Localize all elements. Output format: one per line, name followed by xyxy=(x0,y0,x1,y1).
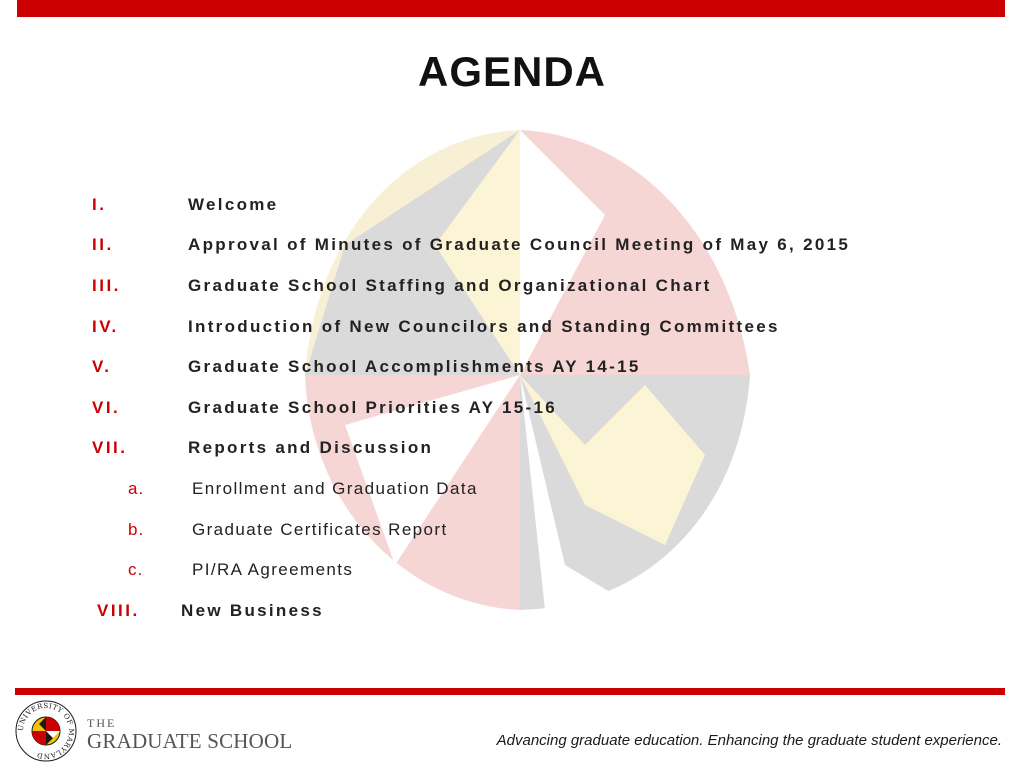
agenda-item-text: Graduate School Accomplishments AY 14-15 xyxy=(188,357,641,376)
school-name: GRADUATE SCHOOL xyxy=(87,729,293,753)
agenda-subitem-letter: c. xyxy=(128,560,144,579)
bottom-accent-bar xyxy=(15,688,1005,695)
slide-title: AGENDA xyxy=(417,48,606,95)
svg-text:UNIVERSITY OF MARYLAND: UNIVERSITY OF MARYLAND xyxy=(16,701,76,761)
agenda-item-number: IV. xyxy=(92,317,119,336)
agenda-item-text: Approval of Minutes of Graduate Council Meeting of May 6, 2015 xyxy=(188,235,851,254)
agenda-item-number: VI. xyxy=(92,398,121,417)
graduate-school-logo xyxy=(15,700,305,764)
agenda-item-number: I. xyxy=(92,195,107,214)
university-seal-icon xyxy=(15,700,77,762)
school-name-prefix: THE xyxy=(87,716,117,730)
agenda-item-number: III. xyxy=(92,276,121,295)
agenda-item-number: II. xyxy=(92,235,114,254)
agenda-item-number: VIII. xyxy=(97,601,140,620)
agenda-subitem-text: Graduate Certificates Report xyxy=(192,520,448,539)
agenda-item-number: VII. xyxy=(92,438,128,457)
agenda-item-text: Welcome xyxy=(188,195,279,214)
footer-tagline: Advancing graduate education. Enhancing the graduate student experience. xyxy=(496,732,1002,749)
agenda-item-text: Introduction of New Councilors and Standing Committees xyxy=(188,317,780,336)
agenda-subitem-letter: b. xyxy=(128,520,145,539)
agenda-item-text: Reports and Discussion xyxy=(188,438,434,457)
agenda-item-text: Graduate School Priorities AY 15-16 xyxy=(188,398,557,417)
agenda-item-text: New Business xyxy=(181,601,324,620)
agenda-subitem-text: PI/RA Agreements xyxy=(192,560,354,579)
agenda-subitem-letter: a. xyxy=(128,479,145,498)
agenda-item-number: V. xyxy=(92,357,112,376)
agenda-item-text: Graduate School Staffing and Organizational Chart xyxy=(188,276,712,295)
agenda-subitem-text: Enrollment and Graduation Data xyxy=(192,479,478,498)
